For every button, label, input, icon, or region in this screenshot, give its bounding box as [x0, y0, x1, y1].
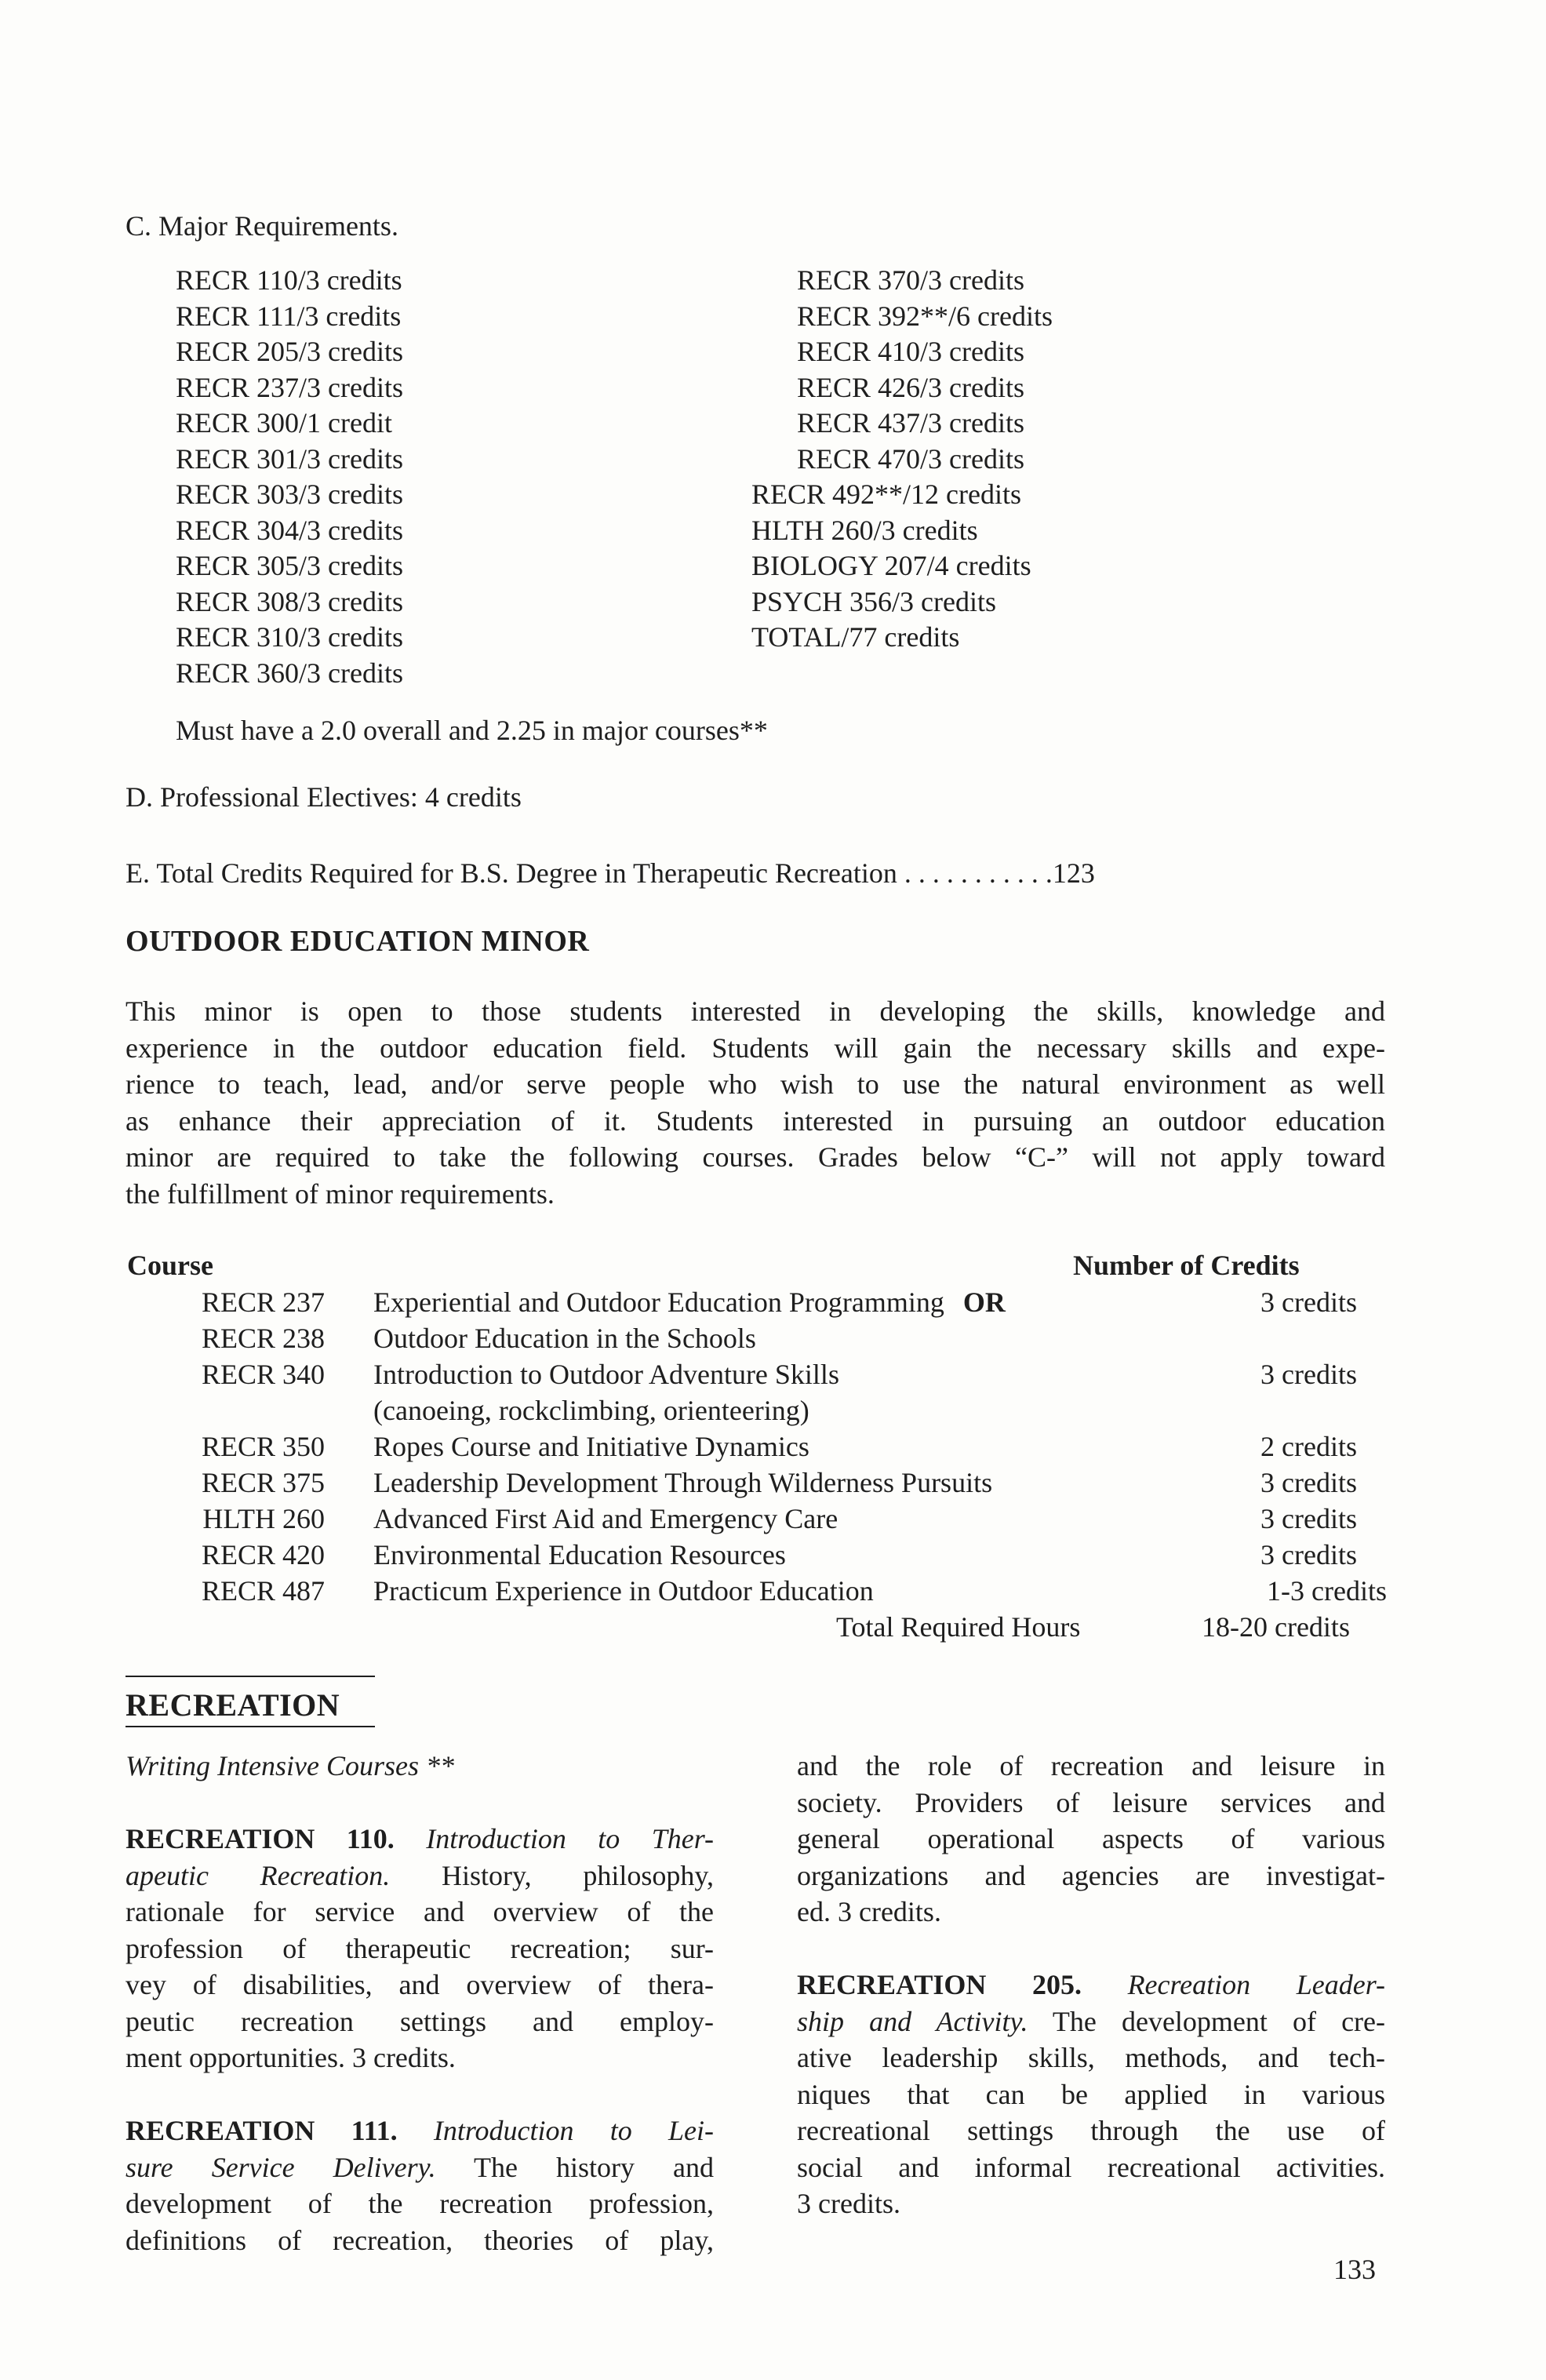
- paragraph-line: minor are required to take the following courses. Grades below “C-” will not apply toward: [125, 1141, 1385, 1173]
- minor-description: [125, 993, 1385, 1212]
- course-credits: 3 credits: [1260, 1467, 1357, 1498]
- list-item: RECR 308/3 credits: [176, 585, 403, 617]
- paragraph-line: as enhance their appreciation of it. Students interested in pursuing an outdoor education: [125, 1104, 1385, 1137]
- course-title: (canoeing, rockclimbing, orienteering): [373, 1395, 809, 1426]
- list-item: RECR 392**/6 credits: [797, 300, 1053, 332]
- page-number: 133: [1333, 2254, 1376, 2285]
- course-code: RECR 237: [201, 1286, 325, 1318]
- list-item: RECR 410/3 credits: [797, 336, 1024, 367]
- course-credits: 1-3 credits: [1267, 1575, 1387, 1607]
- course-205-line: social and informal recreational activities.: [797, 2151, 1385, 2183]
- courses-table: [129, 1284, 1387, 1614]
- list-item: RECR 437/3 credits: [797, 407, 1024, 439]
- minor-title: OUTDOOR EDUCATION MINOR: [125, 925, 590, 958]
- course-111-line: RECREATION 111. Introduction to Lei-: [125, 2115, 715, 2146]
- course-credits: 3 credits: [1260, 1503, 1357, 1534]
- course-code: RECR 487: [201, 1575, 325, 1607]
- list-item: RECR 360/3 credits: [176, 657, 403, 689]
- paragraph-line: the fulfillment of minor requirements.: [125, 1177, 555, 1210]
- course-title: Experiential and Outdoor Education Programming OR: [373, 1286, 1006, 1318]
- list-item: RECR 470/3 credits: [797, 442, 1024, 475]
- course-title: Introduction to Outdoor Adventure Skills: [373, 1359, 839, 1390]
- major-right-list-a: [797, 263, 1053, 477]
- course-205-line: ative leadership skills, methods, and tech-: [797, 2042, 1385, 2073]
- course-110-line: rationale for service and overview of the: [125, 1896, 714, 1927]
- course-111-line: sure Service Delivery. The history and: [125, 2151, 714, 2183]
- course-110-line: peutic recreation settings and employ-: [125, 2005, 714, 2037]
- list-item: RECR 310/3 credits: [176, 621, 403, 653]
- section-rule-top: [125, 1676, 375, 1677]
- list-item: RECR 237/3 credits: [176, 371, 403, 403]
- professional-electives: D. Professional Electives: 4 credits: [125, 781, 522, 813]
- list-item: RECR 305/3 credits: [176, 550, 403, 581]
- course-110-line: ment opportunities. 3 credits.: [125, 2042, 456, 2073]
- total-required-hours-label: Total Required Hours: [836, 1611, 1081, 1643]
- total-credits-line: [125, 855, 1095, 891]
- paragraph-line: This minor is open to those students interested in developing the skills, knowledge and: [125, 995, 1385, 1027]
- major-right-list-b: [751, 477, 1031, 656]
- list-item: RECR 370/3 credits: [797, 264, 1024, 296]
- list-item: RECR 301/3 credits: [176, 442, 403, 475]
- paragraph-line: experience in the outdoor education field. Students will gain the necessary skills and expe-: [125, 1032, 1385, 1064]
- course-111-line: ed. 3 credits.: [797, 1896, 941, 1927]
- list-item: PSYCH 356/3 credits: [751, 585, 997, 617]
- paragraph-line: rience to teach, lead, and/or serve people who wish to use the natural environment as well: [125, 1068, 1385, 1100]
- course-110-line: apeutic Recreation. History, philosophy,: [125, 1859, 714, 1891]
- list-item: RECR 300/1 credit: [176, 407, 392, 439]
- dot-leader: . . . . . . . . . . .: [897, 857, 1053, 889]
- course-110-line: profession of therapeutic recreation; sur-: [125, 1932, 714, 1964]
- writing-intensive-note: Writing Intensive Courses **: [125, 1750, 454, 1781]
- course-title: Leadership Development Through Wilderness Pursuits: [373, 1467, 993, 1498]
- gpa-note: Must have a 2.0 overall and 2.25 in major courses**: [176, 715, 768, 746]
- list-item: HLTH 260/3 credits: [751, 514, 978, 546]
- list-item: RECR 205/3 credits: [176, 336, 403, 367]
- course-code: RECR 375: [201, 1467, 325, 1498]
- list-item: RECR 426/3 credits: [797, 371, 1024, 403]
- course-code: RECR 340: [201, 1359, 325, 1390]
- course-110-line: vey of disabilities, and overview of thera-: [125, 1969, 714, 2000]
- recreation-left-column: [125, 1748, 714, 2258]
- course-code: HLTH 260: [202, 1503, 325, 1534]
- or-label: OR: [962, 1286, 1006, 1318]
- recreation-right-column: [797, 1748, 1385, 2222]
- course-code: RECR 350: [201, 1431, 325, 1462]
- total-required-hours-value: 18-20 credits: [1202, 1611, 1350, 1643]
- course-111-line: definitions of recreation, theories of play,: [125, 2224, 714, 2256]
- course-205-line: ship and Activity. The development of cre-: [797, 2005, 1385, 2037]
- course-code: RECR 420: [201, 1539, 325, 1570]
- list-item: RECR 303/3 credits: [176, 479, 403, 510]
- course-credits: 2 credits: [1260, 1431, 1357, 1462]
- total-credits-label: E. Total Credits Required for B.S. Degree in Therapeutic Recreation: [125, 857, 897, 889]
- course-205-line: 3 credits.: [797, 2188, 900, 2219]
- course-111-line: organizations and agencies are investigat-: [797, 1859, 1385, 1891]
- course-111-line: general operational aspects of various: [797, 1823, 1385, 1854]
- course-title: Outdoor Education in the Schools: [373, 1323, 756, 1354]
- course-column-header: Course: [127, 1250, 213, 1281]
- section-rule-bottom: [125, 1726, 375, 1727]
- course-credits: 3 credits: [1260, 1359, 1357, 1390]
- major-requirements-heading: C. Major Requirements.: [125, 210, 398, 242]
- course-110-line: RECREATION 110. Introduction to Ther-: [125, 1823, 714, 1854]
- course-title: Practicum Experience in Outdoor Education: [373, 1575, 874, 1607]
- course-111-line: development of the recreation profession,: [125, 2188, 714, 2219]
- course-205-line: niques that can be applied in various: [797, 2078, 1385, 2110]
- course-205-line: RECREATION 205. Recreation Leader-: [797, 1969, 1386, 2000]
- list-item: BIOLOGY 207/4 credits: [751, 550, 1031, 581]
- course-title: Environmental Education Resources: [373, 1539, 786, 1570]
- list-item: RECR 492**/12 credits: [751, 479, 1021, 510]
- course-code: RECR 238: [201, 1323, 325, 1354]
- course-111-line: society. Providers of leisure services and: [797, 1786, 1385, 1818]
- course-111-line: and the role of recreation and leisure in: [797, 1750, 1385, 1781]
- total-credits-value: 123: [1052, 857, 1095, 889]
- course-title: Ropes Course and Initiative Dynamics: [373, 1431, 809, 1462]
- course-credits: 3 credits: [1260, 1286, 1357, 1318]
- list-item: TOTAL/77 credits: [751, 621, 960, 653]
- course-205-line: recreational settings through the use of: [797, 2115, 1385, 2146]
- credits-column-header: Number of Credits: [1073, 1250, 1300, 1281]
- recreation-title: RECREATION: [125, 1687, 340, 1723]
- major-left-list: [176, 263, 403, 691]
- course-credits: 3 credits: [1260, 1539, 1357, 1570]
- list-item: RECR 110/3 credits: [176, 264, 402, 296]
- list-item: RECR 111/3 credits: [176, 300, 402, 332]
- list-item: RECR 304/3 credits: [176, 514, 403, 546]
- course-title: Advanced First Aid and Emergency Care: [373, 1503, 838, 1534]
